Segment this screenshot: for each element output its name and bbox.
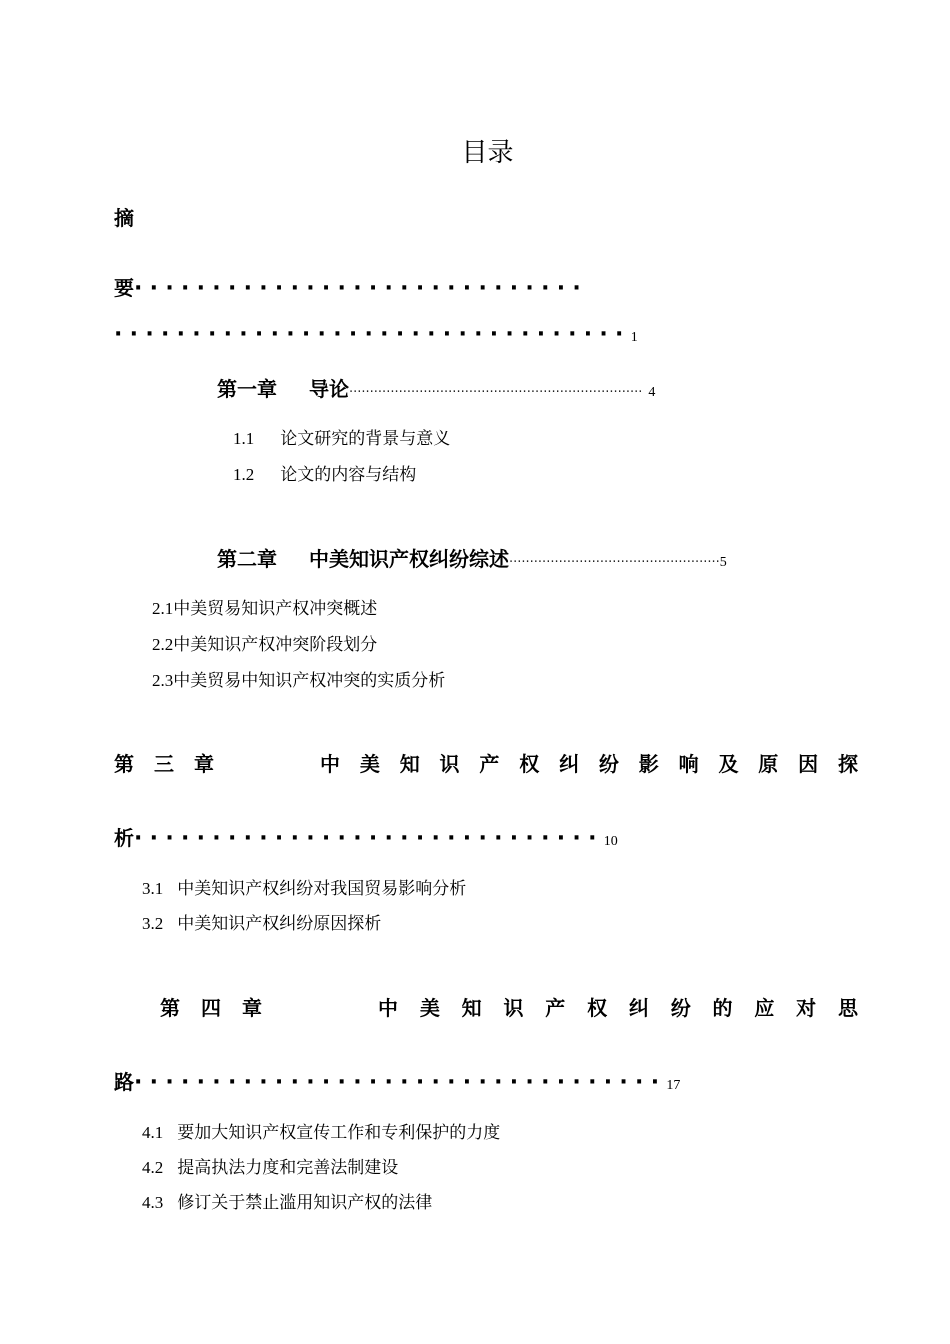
- heading-char: 第: [114, 752, 134, 776]
- heading-char: 思: [837, 996, 858, 1020]
- section-1-1[interactable]: [233, 424, 450, 449]
- section-number: 1.1: [233, 429, 255, 448]
- heading-char: 美: [419, 996, 440, 1020]
- chapter-2-page-number: 5: [719, 555, 727, 570]
- section-title: 中美贸易知识产权冲突概述: [173, 599, 378, 619]
- section-1-2[interactable]: [233, 460, 416, 485]
- section-title: 论文研究的背景与意义: [280, 429, 451, 449]
- heading-char: 美: [359, 752, 380, 776]
- heading-char: 识: [503, 996, 524, 1020]
- chapter-4-title-end: 路: [114, 1070, 134, 1094]
- section-number: 2.3: [152, 671, 174, 690]
- heading-char: 知: [461, 996, 482, 1020]
- heading-char: 纠: [628, 996, 649, 1020]
- heading-char: 四: [201, 996, 221, 1020]
- section-title: 论文的内容与结构: [280, 465, 417, 485]
- chapter-1-entry[interactable]: [217, 373, 655, 402]
- abstract-char-1: 摘: [114, 206, 134, 230]
- heading-char: 产: [545, 996, 566, 1020]
- chapter-4-page-number: 17: [666, 1078, 681, 1093]
- leader-dots: ·································: [114, 322, 631, 347]
- section-title: 中美知识产权纠纷原因探析: [177, 914, 382, 934]
- heading-char: 探: [837, 752, 858, 776]
- heading-char: 产: [479, 752, 500, 776]
- chapter-2-entry[interactable]: [217, 543, 727, 572]
- section-title: 修订关于禁止滥用知识产权的法律: [177, 1193, 433, 1213]
- section-number: 3.1: [142, 879, 164, 898]
- heading-char: 权: [587, 996, 608, 1020]
- abstract-entry-line1[interactable]: [114, 272, 588, 301]
- leader-dots: ···················································: [509, 555, 720, 570]
- section-3-1[interactable]: [142, 874, 466, 899]
- section-number: 3.2: [142, 914, 164, 933]
- heading-char: 三: [154, 752, 174, 776]
- heading-char: 因: [798, 752, 819, 776]
- heading-char: 章: [194, 752, 214, 776]
- heading-char: 及: [718, 752, 739, 776]
- heading-char: 原: [758, 752, 779, 776]
- section-title: 要加大知识产权宣传工作和专利保护的力度: [177, 1123, 501, 1143]
- section-2-1[interactable]: [152, 594, 377, 619]
- section-number: 4.1: [142, 1123, 164, 1142]
- section-title: 中美知识产权冲突阶段划分: [173, 635, 378, 655]
- section-title: 提高执法力度和完善法制建设: [177, 1158, 399, 1178]
- leader-dots: ·····························: [134, 276, 589, 301]
- heading-char: 应: [754, 996, 775, 1020]
- section-number: 4.3: [142, 1193, 164, 1212]
- section-2-2[interactable]: [152, 630, 377, 655]
- leader-dots: ··································: [134, 1070, 667, 1095]
- section-title: 中美贸易中知识产权冲突的实质分析: [173, 671, 446, 691]
- chapter-4-entry-line1[interactable]: [160, 992, 858, 1021]
- heading-char: 知: [399, 752, 420, 776]
- section-number: 4.2: [142, 1158, 164, 1177]
- leader-dots: ······························: [134, 826, 604, 851]
- chapter-1-page-number: 4: [648, 385, 656, 400]
- heading-char: 对: [796, 996, 817, 1020]
- heading-char: 影: [638, 752, 659, 776]
- abstract-entry-line2[interactable]: [114, 322, 638, 347]
- chapter-3-title-end: 析: [114, 826, 134, 850]
- chapter-3-entry-line2[interactable]: [114, 822, 618, 851]
- chapter-3-label: [114, 748, 214, 777]
- leader-dots: ·······································································: [349, 385, 643, 400]
- heading-char: 识: [439, 752, 460, 776]
- section-2-3[interactable]: [152, 666, 445, 691]
- heading-char: 中: [378, 996, 398, 1020]
- abstract-page-number: 1: [630, 330, 638, 345]
- section-4-1[interactable]: [142, 1118, 500, 1143]
- heading-char: 的: [712, 996, 733, 1020]
- section-number: 2.2: [152, 635, 174, 654]
- chapter-4-entry-line2[interactable]: [114, 1066, 680, 1095]
- chapter-1-title: 导论: [309, 377, 349, 401]
- heading-char: 中: [320, 752, 340, 776]
- section-4-2[interactable]: [142, 1153, 398, 1178]
- heading-char: 纷: [598, 752, 619, 776]
- chapter-4-label: [160, 992, 262, 1021]
- section-3-2[interactable]: [142, 909, 381, 934]
- section-number: 2.1: [152, 599, 174, 618]
- heading-char: 第: [160, 996, 180, 1020]
- heading-char: 权: [519, 752, 540, 776]
- toc-title: 目录: [461, 138, 514, 168]
- heading-char: 纷: [670, 996, 691, 1020]
- heading-char: 章: [242, 996, 262, 1020]
- chapter-3-page-number: 10: [603, 834, 618, 849]
- section-4-3[interactable]: [142, 1188, 432, 1213]
- chapter-3-title: [320, 748, 858, 777]
- chapter-2-label: 第二章: [217, 547, 277, 571]
- heading-char: 响: [678, 752, 699, 776]
- chapter-2-title: 中美知识产权纠纷综述: [309, 547, 509, 571]
- abstract-char-2: 要: [114, 276, 134, 300]
- chapter-3-entry-line1[interactable]: [114, 748, 858, 777]
- heading-char: 纠: [559, 752, 580, 776]
- section-number: 1.2: [233, 465, 255, 484]
- chapter-4-title: [378, 992, 858, 1021]
- section-title: 中美知识产权纠纷对我国贸易影响分析: [177, 879, 467, 899]
- chapter-1-label: 第一章: [217, 377, 277, 401]
